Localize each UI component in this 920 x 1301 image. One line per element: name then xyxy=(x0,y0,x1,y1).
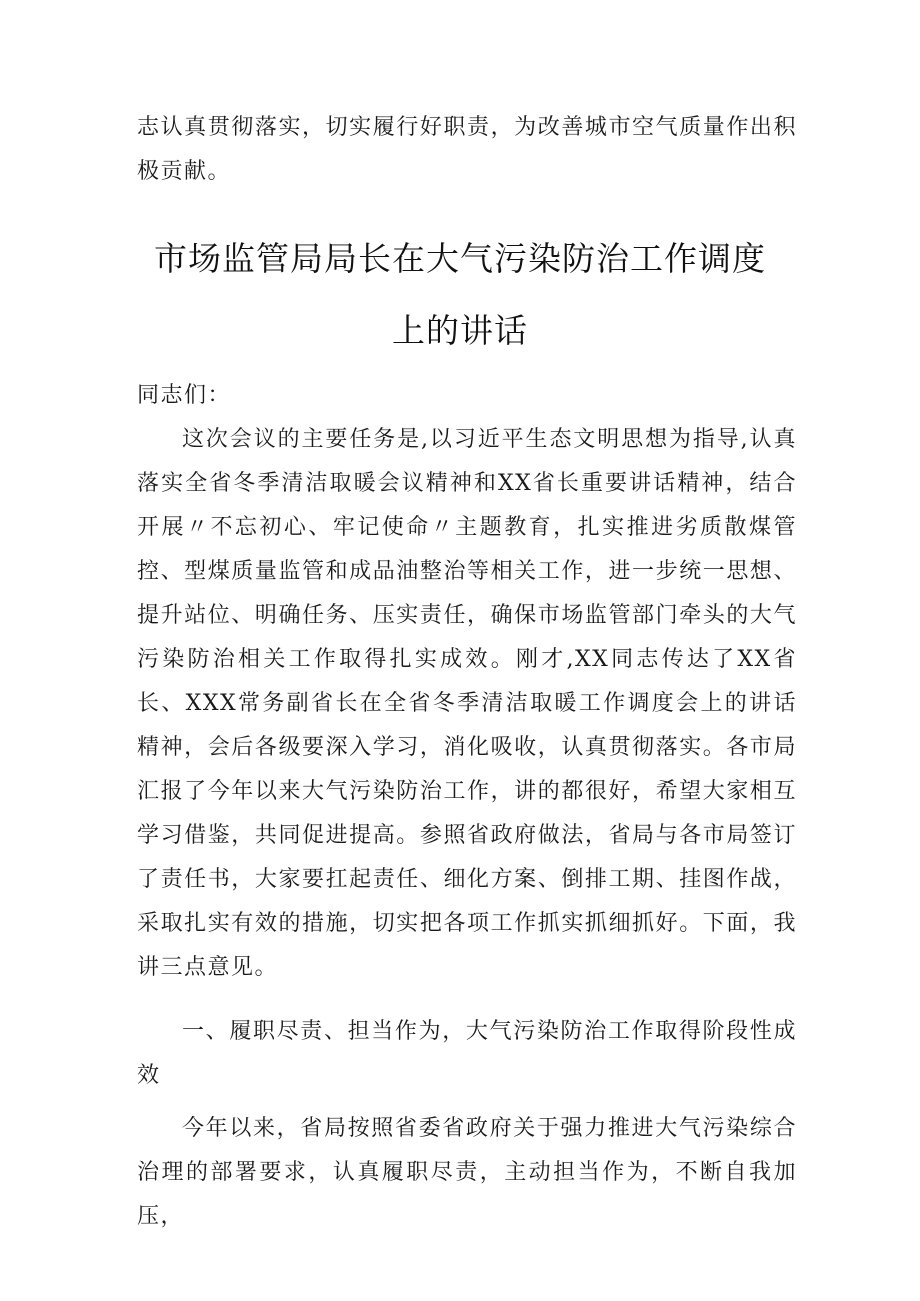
document-title-line-2: 上的讲话 xyxy=(392,311,528,350)
salutation: 同志们： xyxy=(137,383,232,408)
continuation-paragraph: 志认真贯彻落实，切实履行好职责，为改善城市空气质量作出积极贡献。 xyxy=(137,115,797,184)
document-title-line-1: 市场监管局局长在大气污染防治工作调度 xyxy=(154,239,766,278)
body-paragraph-1: 这次会议的主要任务是,以习近平生态文明思想为指导,认真落实全省冬季清洁取暖会议精神和XX省长重要讲话精神，结合开展〃不忘初心、牢记使命〃主题教育，扎实推进劣质散煤管控、型煤质量监管和成品油整治等相关工作，进一步统一思想、提升站位、明确任务、压实责任，确保市场监管部门牵头的大气污染防治相关工作取得扎实成效。刚才,XX同志传达了XX省长、XXX常务副省长在全省冬季清洁取暖工作调度会上的讲话精神，会后各级要深入学习，消化吸收，认真贯彻落实。各市局汇报了今年以来大气污染防治工作，讲的都很好，希望大家相互学习借鉴，共同促进提高。参照省政府做法，省局与各市局签订了责任书，大家要扛起责任、细化方案、倒排工期、挂图作战，采取扎实有效的措施，切实把各项工作抓实抓细抓好。下面，我讲三点意见。 xyxy=(137,427,797,980)
section-heading-1: 一、履职尽责、担当作为，大气污染防治工作取得阶段性成效 xyxy=(137,1019,797,1088)
body-paragraph-2: 今年以来，省局按照省委省政府关于强力推进大气污染综合治理的部署要求，认真履职尽责，主动担当作为，不断自我加压， xyxy=(137,1116,797,1229)
